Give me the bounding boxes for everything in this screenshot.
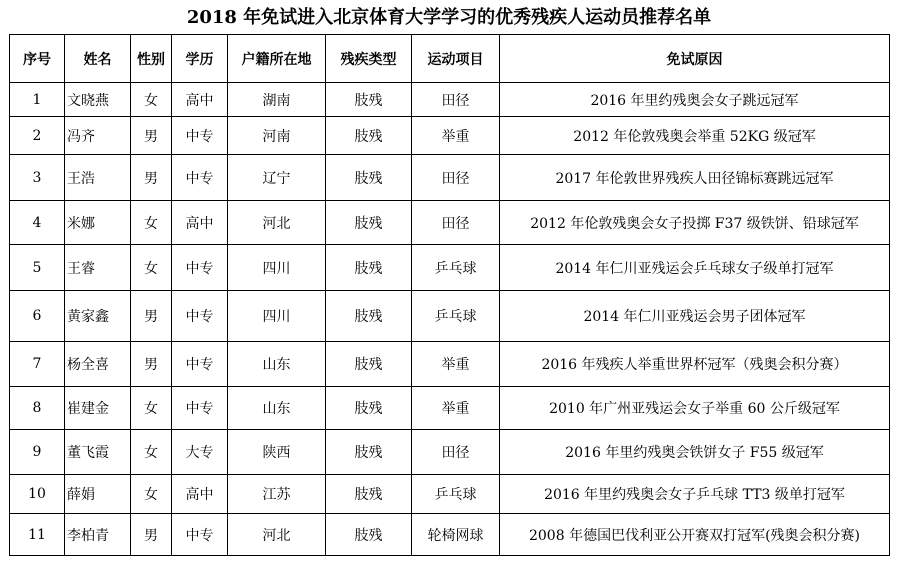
cell-education: 中专 [172,245,228,291]
table-row [10,387,890,430]
cell-gender: 女 [131,475,172,514]
cell-gender: 女 [131,83,172,117]
cell-sport: 乒乓球 [412,291,500,342]
cell-disability: 肢残 [326,201,412,245]
cell-disability: 肢残 [326,83,412,117]
cell-gender: 男 [131,342,172,387]
cell-sport: 田径 [412,201,500,245]
cell-reason: 2014 年仁川亚残运会男子团体冠军 [500,291,890,342]
cell-index: 3 [10,155,65,201]
table-row [10,155,890,201]
cell-reason: 2008 年德国巴伐利亚公开赛双打冠军(残奥会积分赛) [500,514,890,556]
cell-disability: 肢残 [326,514,412,556]
cell-reason: 2010 年广州亚残运会女子举重 60 公斤级冠军 [500,387,890,430]
cell-index: 5 [10,245,65,291]
cell-reason: 2014 年仁川亚残运会乒乓球女子级单打冠军 [500,245,890,291]
cell-name: 崔建金 [65,387,131,430]
cell-gender: 男 [131,155,172,201]
cell-hometown: 山东 [228,387,326,430]
header-row [10,35,890,83]
cell-education: 高中 [172,475,228,514]
cell-sport: 举重 [412,387,500,430]
cell-name: 米娜 [65,201,131,245]
cell-hometown: 江苏 [228,475,326,514]
cell-reason: 2012 年伦敦残奥会举重 52KG 级冠军 [500,117,890,155]
cell-index: 11 [10,514,65,556]
col-header-sport: 运动项目 [412,35,500,83]
cell-gender: 女 [131,430,172,475]
table-row [10,514,890,556]
cell-hometown: 河南 [228,117,326,155]
cell-disability: 肢残 [326,387,412,430]
cell-hometown: 四川 [228,245,326,291]
cell-hometown: 辽宁 [228,155,326,201]
cell-gender: 男 [131,291,172,342]
table-row [10,291,890,342]
table-row [10,83,890,117]
cell-disability: 肢残 [326,291,412,342]
cell-education: 大专 [172,430,228,475]
cell-sport: 乒乓球 [412,245,500,291]
cell-education: 中专 [172,291,228,342]
cell-hometown: 湖南 [228,83,326,117]
col-header-gender: 性别 [131,35,172,83]
table-row [10,117,890,155]
cell-index: 8 [10,387,65,430]
cell-reason: 2016 年里约残奥会女子跳远冠军 [500,83,890,117]
cell-sport: 田径 [412,155,500,201]
cell-index: 9 [10,430,65,475]
col-header-hometown: 户籍所在地 [228,35,326,83]
document-title: 2018 年免试进入北京体育大学学习的优秀残疾人运动员推荐名单 [186,7,712,28]
cell-gender: 男 [131,117,172,155]
table-row [10,430,890,475]
cell-sport: 乒乓球 [412,475,500,514]
cell-disability: 肢残 [326,475,412,514]
table-row [10,201,890,245]
cell-gender: 女 [131,387,172,430]
cell-education: 高中 [172,201,228,245]
cell-hometown: 山东 [228,342,326,387]
cell-hometown: 陕西 [228,430,326,475]
cell-education: 中专 [172,342,228,387]
cell-name: 李柏青 [65,514,131,556]
cell-name: 黄家鑫 [65,291,131,342]
cell-disability: 肢残 [326,430,412,475]
athlete-table [9,34,890,556]
col-header-reason: 免试原因 [500,35,890,83]
cell-gender: 女 [131,245,172,291]
cell-index: 4 [10,201,65,245]
cell-gender: 男 [131,514,172,556]
cell-disability: 肢残 [326,155,412,201]
col-header-education: 学历 [172,35,228,83]
cell-index: 1 [10,83,65,117]
table-body [10,83,890,556]
cell-education: 中专 [172,155,228,201]
table-row [10,245,890,291]
cell-sport: 举重 [412,342,500,387]
cell-index: 7 [10,342,65,387]
cell-disability: 肢残 [326,245,412,291]
cell-name: 杨全喜 [65,342,131,387]
cell-education: 中专 [172,117,228,155]
cell-index: 10 [10,475,65,514]
col-header-index: 序号 [10,35,65,83]
cell-education: 高中 [172,83,228,117]
cell-sport: 举重 [412,117,500,155]
cell-reason: 2016 年残疾人举重世界杯冠军（残奥会积分赛） [500,342,890,387]
cell-name: 王浩 [65,155,131,201]
cell-name: 冯齐 [65,117,131,155]
cell-reason: 2016 年里约残奥会铁饼女子 F55 级冠军 [500,430,890,475]
table-row [10,475,890,514]
cell-gender: 女 [131,201,172,245]
cell-hometown: 四川 [228,291,326,342]
cell-name: 薛娟 [65,475,131,514]
cell-index: 6 [10,291,65,342]
cell-hometown: 河北 [228,201,326,245]
cell-sport: 田径 [412,430,500,475]
cell-education: 中专 [172,387,228,430]
cell-index: 2 [10,117,65,155]
cell-reason: 2017 年伦敦世界残疾人田径锦标赛跳远冠军 [500,155,890,201]
cell-disability: 肢残 [326,117,412,155]
cell-education: 中专 [172,514,228,556]
cell-hometown: 河北 [228,514,326,556]
cell-name: 王睿 [65,245,131,291]
col-header-disability: 残疾类型 [326,35,412,83]
cell-reason: 2012 年伦敦残奥会女子投掷 F37 级铁饼、铅球冠军 [500,201,890,245]
cell-sport: 田径 [412,83,500,117]
cell-disability: 肢残 [326,342,412,387]
cell-name: 董飞霞 [65,430,131,475]
cell-sport: 轮椅网球 [412,514,500,556]
cell-reason: 2016 年里约残奥会女子乒乓球 TT3 级单打冠军 [500,475,890,514]
cell-name: 文晓燕 [65,83,131,117]
table-row [10,342,890,387]
col-header-name: 姓名 [65,35,131,83]
